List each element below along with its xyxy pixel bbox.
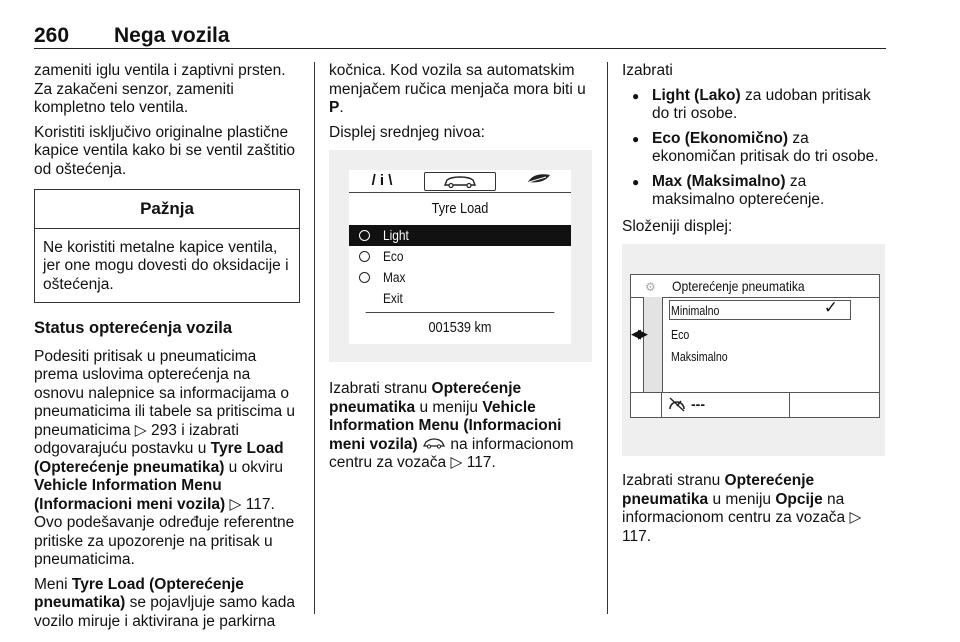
paragraph: Složeniji displej: xyxy=(622,217,733,235)
odometer: 001539 km xyxy=(366,312,555,338)
page-ref-icon: ▷ xyxy=(134,421,152,439)
lcd-screen xyxy=(349,170,571,344)
vehicle-tab xyxy=(424,172,496,191)
load-options-list xyxy=(622,87,887,210)
paragraph: zameniti iglu ventila i zaptivni prsten. Za zakačeni senzor, zameniti kompletno telo ventila. xyxy=(34,62,286,116)
lcd-option-light[interactable]: Light xyxy=(349,225,571,246)
option-minimalno[interactable]: Minimalno xyxy=(671,304,720,318)
wrench-icon: ⚙ xyxy=(645,280,656,294)
warning-heading: Pažnja xyxy=(35,190,299,229)
status-cell xyxy=(631,393,662,418)
paragraph: Izabrati stranu Opterećenje pneumatika u meniju Vehicle Information Menu (Informacioni meni vozila) na informacionom centru za vozača ▷ 117. xyxy=(329,380,574,471)
uplevel-display-figure xyxy=(622,244,885,456)
left-right-arrows-icon: ◀▶ xyxy=(631,326,645,341)
status-cell xyxy=(661,393,790,418)
page-ref-link[interactable]: 117 xyxy=(245,495,271,513)
page-ref-icon: ▷ xyxy=(849,509,862,526)
road-info-icon: / i \ xyxy=(371,172,393,189)
midlevel-display-figure xyxy=(329,150,592,362)
paragraph: Podesiti pritisak u pneumaticima prema uslovima opterećenja na osnovu nalepnice sa informacijama o pneumaticima ili tabele sa pritiscima u pneumaticima ▷ 293 i izabrati odgovarajuću postavku u Tyre Load (Opterećenje pneumatika) u okviru Vehicle Information Menu (Informacioni meni vozila) ▷ 117. Ovo podešavanje određuje referentne pritiske za upozorenje na pritisak u pneumaticima. xyxy=(34,347,296,568)
radio-icon xyxy=(359,272,370,283)
page-number: 260 xyxy=(34,24,70,47)
page-ref-icon: ▷ xyxy=(450,454,467,471)
lcd-title: Tyre Load xyxy=(431,200,489,217)
list-item: ● Max (Maksimalno) za maksimalno opterećenje. xyxy=(622,173,887,210)
lcd-option-max[interactable]: Max xyxy=(349,267,571,288)
screen-title-bar xyxy=(631,275,879,298)
option-eco[interactable]: Eco xyxy=(671,328,690,342)
screen-title: Opterećenje pneumatika xyxy=(672,278,805,294)
car-icon xyxy=(425,173,495,190)
status-value: --- xyxy=(691,396,705,412)
page-ref-link[interactable]: 293 xyxy=(151,421,177,439)
lcd-tab-bar xyxy=(349,170,571,193)
section-heading: Status opterećenja vozila xyxy=(34,319,233,337)
page-title: Nega vozila xyxy=(114,24,230,47)
paragraph: Displej srednjeg nivoa: xyxy=(329,123,485,141)
car-icon xyxy=(422,436,446,453)
list-item: ● Light (Lako) za udoban pritisak do tri osobe. xyxy=(622,87,887,124)
side-scroll-bar[interactable] xyxy=(631,297,663,392)
speedometer-icon xyxy=(667,395,687,419)
option-maksimalno[interactable]: Maksimalno xyxy=(671,350,728,364)
paragraph: Meni Tyre Load (Opterećenje pneumatika) se pojavljuje samo kada vozilo miruje i aktivirana je parkirna xyxy=(34,575,296,630)
paragraph: Koristiti isključivo originalne plastične kapice ventila kako bi se ventil zaštitio od oštećenja. xyxy=(34,123,296,178)
page-ref-link[interactable]: 117 xyxy=(466,454,492,471)
column-middle xyxy=(329,62,594,479)
column-divider xyxy=(314,62,315,614)
checkmark-icon: ✓ xyxy=(823,298,838,317)
list-item: ● Eco (Ekonomično) za ekonomičan pritisak do tri osobe. xyxy=(622,130,887,167)
radio-icon xyxy=(359,230,370,241)
column-right xyxy=(622,62,887,552)
page-ref-icon: ▷ xyxy=(229,495,246,513)
page-header xyxy=(34,22,886,49)
warning-box xyxy=(34,189,300,303)
uplevel-screen xyxy=(630,274,880,418)
paragraph: kočnica. Kod vozila sa automatskim menjačem ručica menjača mora biti u P. xyxy=(329,62,586,116)
lcd-option-eco[interactable]: Eco xyxy=(349,246,571,267)
column-left xyxy=(34,62,300,637)
column-divider xyxy=(607,62,608,614)
paragraph: Izabrati stranu Opterećenje pneumatika u meniju Opcije na informacionom centru za vozača ▷ 117. xyxy=(622,472,862,545)
warning-text: Ne koristiti metalne kapice ventila, jer one mogu dovesti do oksidacije i oštećenja. xyxy=(43,238,289,293)
radio-icon xyxy=(359,251,370,262)
page-ref-link[interactable]: 117 xyxy=(622,527,647,545)
lcd-option-exit[interactable]: Exit xyxy=(383,290,403,306)
status-bar xyxy=(631,392,879,418)
paragraph: Izabrati xyxy=(622,62,673,79)
eco-leaf-icon xyxy=(514,170,564,192)
